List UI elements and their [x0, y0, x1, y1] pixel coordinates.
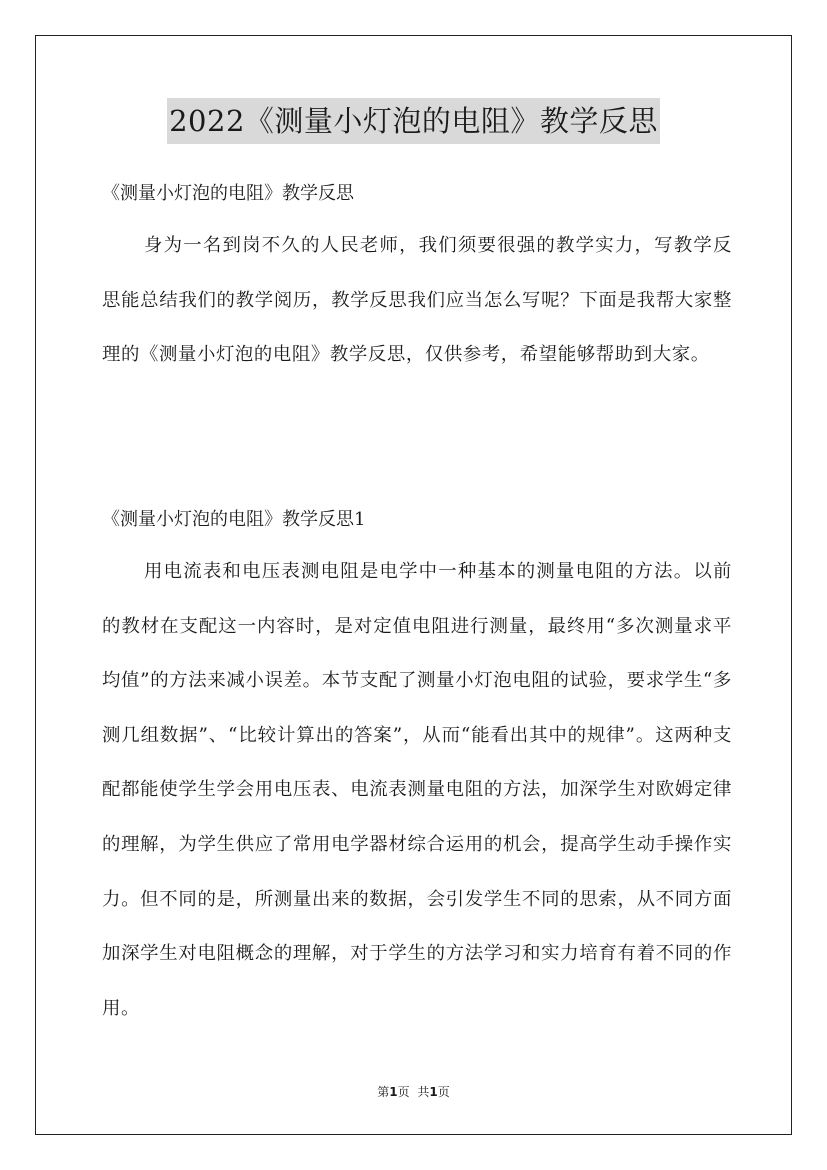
- intro-paragraph: 身为一名到岗不久的人民老师，我们须要很强的教学实力，写教学反思能总结我们的教学阅历，教学反思我们应当怎么写呢？下面是我帮大家整理的《测量小灯泡的电阻》教学反思，仅供参考，希望能够帮助到大家。: [102, 235, 732, 366]
- section-heading-reflection-1: 《测量小灯泡的电阻》教学反思1: [102, 509, 366, 530]
- footer-total-pages: 1: [429, 1085, 438, 1099]
- reflection-1-paragraph: 用电流表和电压表测电阻是电学中一种基本的测量电阻的方法。以前的教材在支配这一内容时，是对定值电阻进行测量，最终用“多次测量求平均值”的方法来减小误差。本节支配了测量小灯泡电阻的试验，要求学生“多测几组数据”、“比较计算出的答案”，从而“能看出其中的规律”。这两种支配都能使学生学会用电压表、电流表测量电阻的方法，加深学生对欧姆定律的理解，为学生供应了常用电学器材综合运用的机会，提高学生动手操作实力。但不同的是，所测量出来的数据，会引发学生不同的思索，从不同方面加深学生对电阻概念的理解，对于学生的方法学习和实力培育有着不同的作用。: [102, 561, 732, 1019]
- footer-page-suffix: 页: [397, 1085, 410, 1099]
- document-title: 2022《测量小灯泡的电阻》教学反思: [167, 98, 660, 144]
- section-heading-intro: 《测量小灯泡的电阻》教学反思: [102, 183, 354, 204]
- footer-total-prefix: 共: [417, 1085, 430, 1099]
- title-container: [0, 98, 827, 144]
- footer-page-prefix: 第: [377, 1085, 390, 1099]
- footer-total-suffix: 页: [437, 1085, 450, 1099]
- footer-page-number: 1: [389, 1085, 398, 1099]
- page-footer: [0, 1082, 827, 1102]
